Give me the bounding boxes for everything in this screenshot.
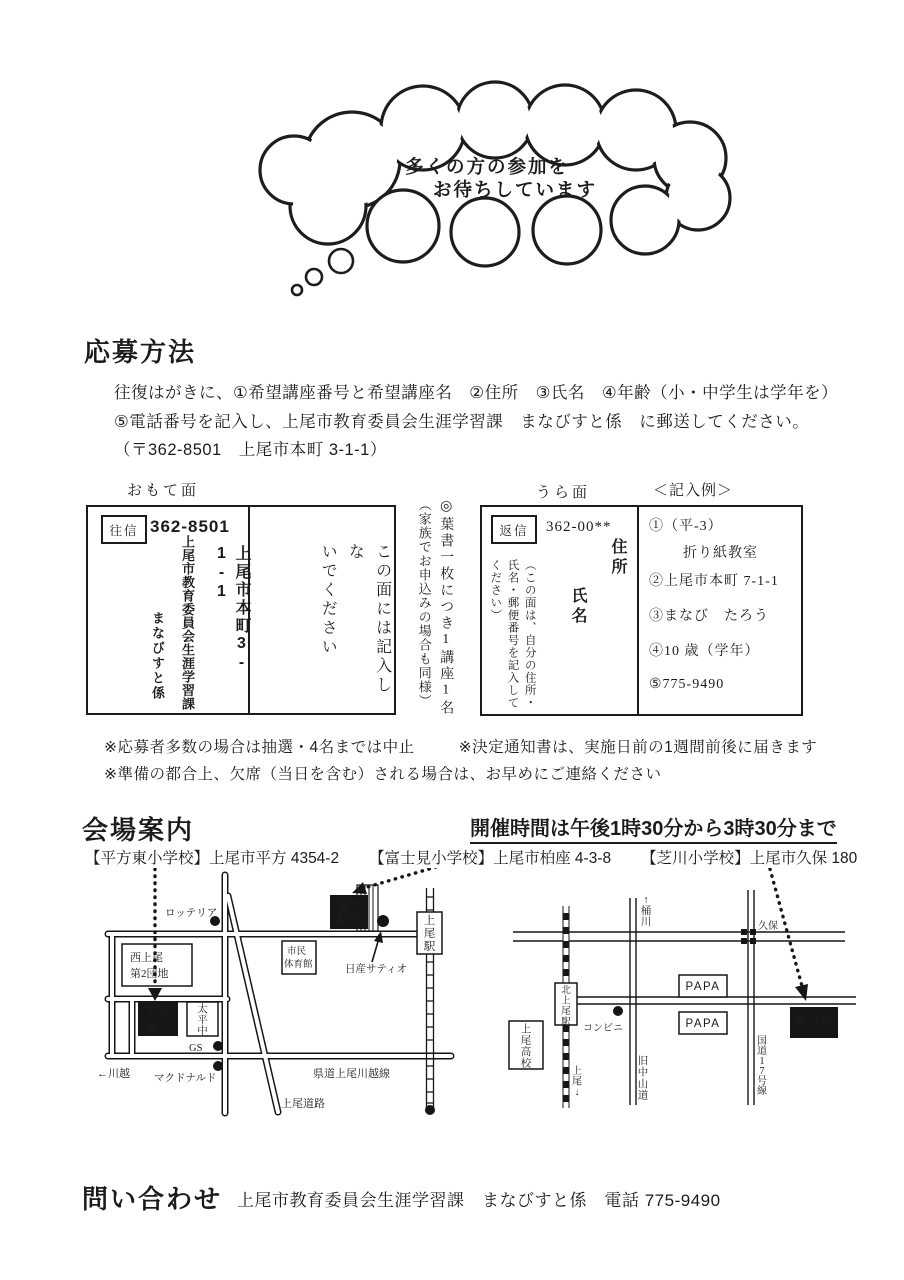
kawagoe-label: ←川越 — [97, 1068, 130, 1080]
back-note-col3: ください） — [489, 559, 502, 622]
example-line3: ②上尾市本町 7-1-1 — [649, 574, 779, 589]
back-note-col2: 氏名・郵便番号を記入して — [506, 559, 519, 709]
taihei-label: 太平中 — [197, 1004, 208, 1037]
bubble-text-line1: 多くの方の参加を — [405, 156, 570, 177]
example-line4: ③まなび たろう — [649, 609, 769, 624]
route17-label: 国道 1 7 号線 — [757, 1036, 767, 1097]
school-item — [641, 846, 857, 868]
kubo-label: 久保 — [758, 921, 778, 932]
example-line6: ⑤775-9490 — [649, 677, 725, 692]
school-address: 上尾市平方 4354-2 — [209, 850, 340, 867]
kyu-nakasendo-label: 旧中山道 — [637, 1056, 649, 1102]
back-note-col1: （この面は、自分の住所・ — [523, 559, 536, 709]
fujimi-label-2: 見小 — [336, 913, 362, 927]
front-note-col2: いでください — [319, 543, 337, 657]
nissan-dot — [377, 915, 389, 927]
front-card-label: おもて面 — [127, 483, 200, 499]
back-name-label: 氏名 — [569, 587, 586, 627]
ageo-down-label: 上尾↓ — [572, 1066, 582, 1098]
conbini-dot — [613, 1006, 623, 1016]
contact-heading: 問い合わせ — [82, 1184, 223, 1214]
apply-line1: 往復はがきに、①希望講座番号と希望講座名 ②住所 ③氏名 ④年齢（小・中学生は学年を） — [114, 384, 839, 402]
school-name: 【芝川小学校】 — [641, 850, 750, 867]
apply-heading: 応募方法 — [84, 337, 197, 367]
danchi-label-1: 西上尾 — [130, 952, 163, 964]
mcdonalds-label: マクドナルド — [154, 1073, 217, 1084]
school-address: 上尾市柏座 4-3-8 — [493, 850, 612, 867]
back-postal-code: 362-00** — [546, 519, 612, 535]
gym-label-2: 体育館 — [284, 960, 313, 970]
apply-line2: ⑤電話番号を記入し、上尾市教育委員会生涯学習課 まなびすと係 に郵送してください。 — [114, 413, 810, 431]
thought-bubble — [250, 78, 750, 310]
example-card-label: ＜記入例＞ — [653, 483, 734, 499]
venue-maps — [85, 868, 875, 1135]
school-item — [85, 846, 339, 868]
gym-label-1: 市民 — [287, 947, 307, 957]
school-item — [369, 846, 611, 868]
apply-line3: （〒362-8501 上尾市本町 3-1-1） — [114, 441, 387, 459]
middle-note-2: （家族でお申込みの場合も同様） — [416, 498, 432, 708]
back-card-label: うら面 — [536, 485, 591, 501]
danchi-label-2: 第2団地 — [130, 968, 169, 980]
back-address-label: 住所 — [609, 538, 626, 578]
stamp-outbound: 往信 — [101, 515, 147, 544]
venue-time-note: 開催時間は午後1時30分から3時30分まで — [470, 812, 837, 844]
stamp-reply: 返信 — [491, 515, 537, 544]
hirakata-label-1: 平方 — [145, 1006, 171, 1020]
middle-note-1: ◎葉書一枚につき1講座1名 — [438, 498, 454, 717]
railway-end-dot — [425, 1105, 435, 1115]
arrow-fujimi — [364, 868, 436, 888]
back-note — [486, 559, 538, 711]
contact-text: 上尾市教育委員会生涯学習課 まなびすと係 電話 775-9490 — [237, 1191, 721, 1210]
bubble-text-line2: お待ちしています — [433, 179, 598, 200]
school-list — [85, 846, 857, 868]
ageo-hs-label: 上尾高校 — [520, 1024, 532, 1070]
nissan-label: 日産サティオ — [345, 964, 408, 975]
postcard-front — [86, 505, 396, 715]
papa-label-2: PAPA — [685, 1018, 721, 1030]
example-line2: 折り紙教室 — [683, 546, 758, 561]
school-name: 【平方東小学校】 — [85, 850, 210, 867]
front-address: 上尾市本町3-1-1 — [213, 545, 250, 673]
school-name: 【富士見小学校】 — [369, 850, 494, 867]
venue-heading: 会場案内 — [82, 815, 195, 845]
kita-ageo-station-label: 北上尾駅 — [561, 986, 571, 1028]
postcard-back — [480, 505, 640, 716]
front-recipient: 上尾市教育委員会生涯学習課 — [180, 535, 195, 711]
shibakawa-label: 芝川小 — [794, 1016, 834, 1030]
mcdonalds-dot — [213, 1061, 223, 1071]
notes-row1 — [104, 735, 817, 757]
okegawa-label: ↑桶川 — [640, 895, 652, 928]
note-lottery: ※応募者多数の場合は抽選・4名までは中止 — [104, 739, 415, 756]
thought-bubble-tail — [292, 249, 353, 295]
front-postal-code: 362-8501 — [150, 517, 230, 536]
example-line1: ①（平-3） — [649, 519, 723, 534]
school-address: 上尾市久保 180 — [749, 850, 858, 867]
postcard-example — [637, 505, 803, 716]
note-notification: ※決定通知書は、実施日前の1週間前後に届きます — [458, 739, 818, 756]
fujimi-label-1: 富士 — [336, 898, 362, 912]
conbini-label: コンビニ — [583, 1023, 623, 1034]
gs-dot — [213, 1041, 223, 1051]
ageo-road-label: 上尾道路 — [281, 1098, 325, 1110]
note-absence: ※準備の都合上、欠席（当日を含む）される場合は、お早めにご連絡ください — [104, 766, 662, 783]
ageo-station-label: 上尾駅 — [423, 915, 436, 953]
papa-label-1: PAPA — [685, 981, 721, 993]
postcard-middle-notes — [413, 498, 456, 718]
lotteria-label: ロッテリア — [165, 908, 218, 919]
front-recipient-section: まなびすと係 — [150, 611, 165, 701]
kendo-label: 県道上尾川越線 — [313, 1068, 390, 1080]
locator-arrows — [155, 868, 802, 988]
hirakata-label-2: 東小 — [145, 1021, 171, 1035]
gs-label: GS — [189, 1043, 203, 1054]
front-note-col1: この面には記入しな — [346, 543, 391, 695]
front-note — [314, 543, 396, 711]
example-line5: ④10 歳（学年） — [649, 644, 760, 659]
